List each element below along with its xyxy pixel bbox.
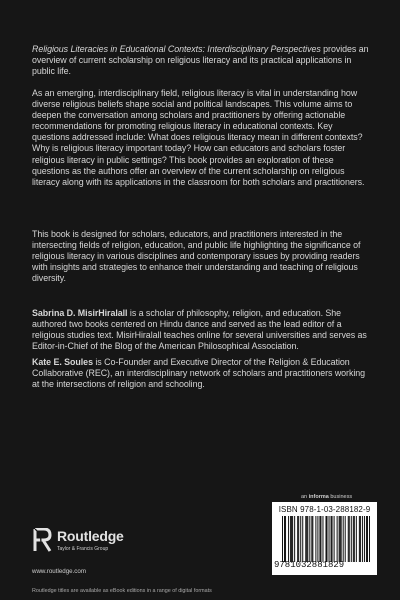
barcode-digits-text: 9781032881829 (274, 560, 345, 570)
barcode-bar (327, 516, 328, 562)
barcode-bar (305, 516, 306, 562)
barcode-bar (288, 516, 289, 562)
barcode-bar (298, 516, 299, 562)
author-bio-text: is Co-Founder and Executive Director of the Religion & Education Collaborative (REC), an interdisciplinary network of scholars and practitioners working at the intersections of religion and schooling. (32, 357, 366, 390)
barcode-bar (345, 516, 346, 562)
publisher-name: Routledge (57, 528, 124, 544)
barcode-bar (354, 516, 355, 562)
barcode-bar (284, 516, 285, 562)
barcode-bar (294, 516, 295, 562)
description-text: As an emerging, interdisciplinary field, religious literacy is vital in understanding how diverse religious beliefs shape social and political landscapes. This volume aims to deepen the conversation among scholars and practitioners by offering actionable recommendations for promoting religious literacy in educational contexts. Key questions addressed include: What does religious literacy mean in different contexts? Why is religious literacy important today? How can educators and scholars foster religious literacy in public settings? This book provides an exploration of these questions as the authors offer an overview of the current scholarship on religious literacy along with its applications in the classroom for both scholars and practitioners. (32, 88, 365, 187)
author-bio-text: is a scholar of philosophy, religion, and education. She authored two books centered on Hindu dance and served as the lead editor of a religious studies text. MisirHiralall teaches online for several universities and serves as Editor-in-Chief of the Blog of the American Philosophical Association. (32, 308, 367, 352)
barcode-bar (297, 516, 298, 562)
informa-word: informa (308, 494, 329, 500)
barcode-bar (356, 516, 357, 562)
barcode-bar (285, 516, 286, 562)
barcode-bar (369, 516, 370, 562)
author-bio-1 (32, 308, 369, 352)
isbn-barcode-panel (272, 502, 377, 575)
barcode-bar (366, 516, 367, 562)
barcode-bar (332, 516, 333, 562)
barcode-bar (292, 516, 293, 562)
barcode-bar (340, 516, 341, 562)
intro-paragraph (32, 44, 369, 77)
barcode-bar (306, 516, 307, 562)
barcode-bar (364, 516, 365, 562)
publisher-group: Taylor & Francis Group (57, 546, 109, 552)
informa-suffix: business (328, 494, 353, 500)
barcode-bar (362, 516, 363, 562)
barcode-bar (317, 516, 318, 562)
barcode-bar (353, 516, 354, 562)
barcode-bar (319, 516, 320, 562)
barcode-bar (329, 516, 330, 562)
informa-prefix: an (301, 494, 309, 500)
barcode-bar (339, 516, 340, 562)
barcode-bar (290, 516, 291, 562)
publisher-url: www.routledge.com (32, 568, 86, 575)
ebook-note: Routledge titles are available as eBook editions in a range of digital formats (32, 588, 212, 594)
barcode-bar (312, 516, 313, 562)
barcode-bar (291, 516, 292, 562)
routledge-logo (32, 526, 162, 566)
barcode-bar (325, 516, 326, 562)
barcode-bar (367, 516, 368, 562)
informa-business-tag (301, 494, 352, 500)
barcode-bar (351, 516, 352, 562)
barcode-bar (282, 516, 283, 562)
barcode-bar (300, 516, 301, 562)
book-title: Religious Literacies in Educational Contexts: Interdisciplinary Perspectives (32, 44, 321, 54)
barcode-bar (307, 516, 308, 562)
author-bio-2 (32, 357, 369, 390)
intro-text: provides an overview of current scholarship on religious literacy and its practical applications in public life. (32, 44, 369, 77)
barcode-icon (282, 516, 370, 562)
barcode-bar (331, 516, 332, 562)
author-name: Sabrina D. MisirHiralall (32, 308, 128, 318)
audience-text: This book is designed for scholars, educators, and practitioners interested in the intersecting fields of religion, education, and public life highlighting the significance of religious literacy in various disciplines and contemporary issues by providing readers with insights and strategies to enhance their understanding and teaching of religious diversity. (32, 229, 361, 284)
routledge-logo-icon (32, 528, 54, 552)
barcode-bar (341, 516, 342, 562)
isbn-label: ISBN 978-1-03-288182-9 (278, 505, 371, 514)
author-name: Kate E. Soules (32, 357, 93, 367)
barcode-bar (309, 516, 310, 562)
barcode-bar (320, 516, 321, 562)
barcode-bar (302, 516, 303, 562)
barcode-bar (315, 516, 316, 562)
barcode-bar (337, 516, 338, 562)
barcode-bar (360, 516, 361, 562)
barcode-bar (348, 516, 349, 562)
barcode-bar (349, 516, 350, 562)
barcode-bar (322, 516, 323, 562)
barcode-digits (274, 560, 375, 570)
barcode-bar (343, 516, 344, 562)
barcode-bar (334, 516, 335, 562)
barcode-bar (311, 516, 312, 562)
barcode-bar (359, 516, 360, 562)
description-paragraph (32, 88, 369, 188)
audience-paragraph (32, 229, 369, 284)
